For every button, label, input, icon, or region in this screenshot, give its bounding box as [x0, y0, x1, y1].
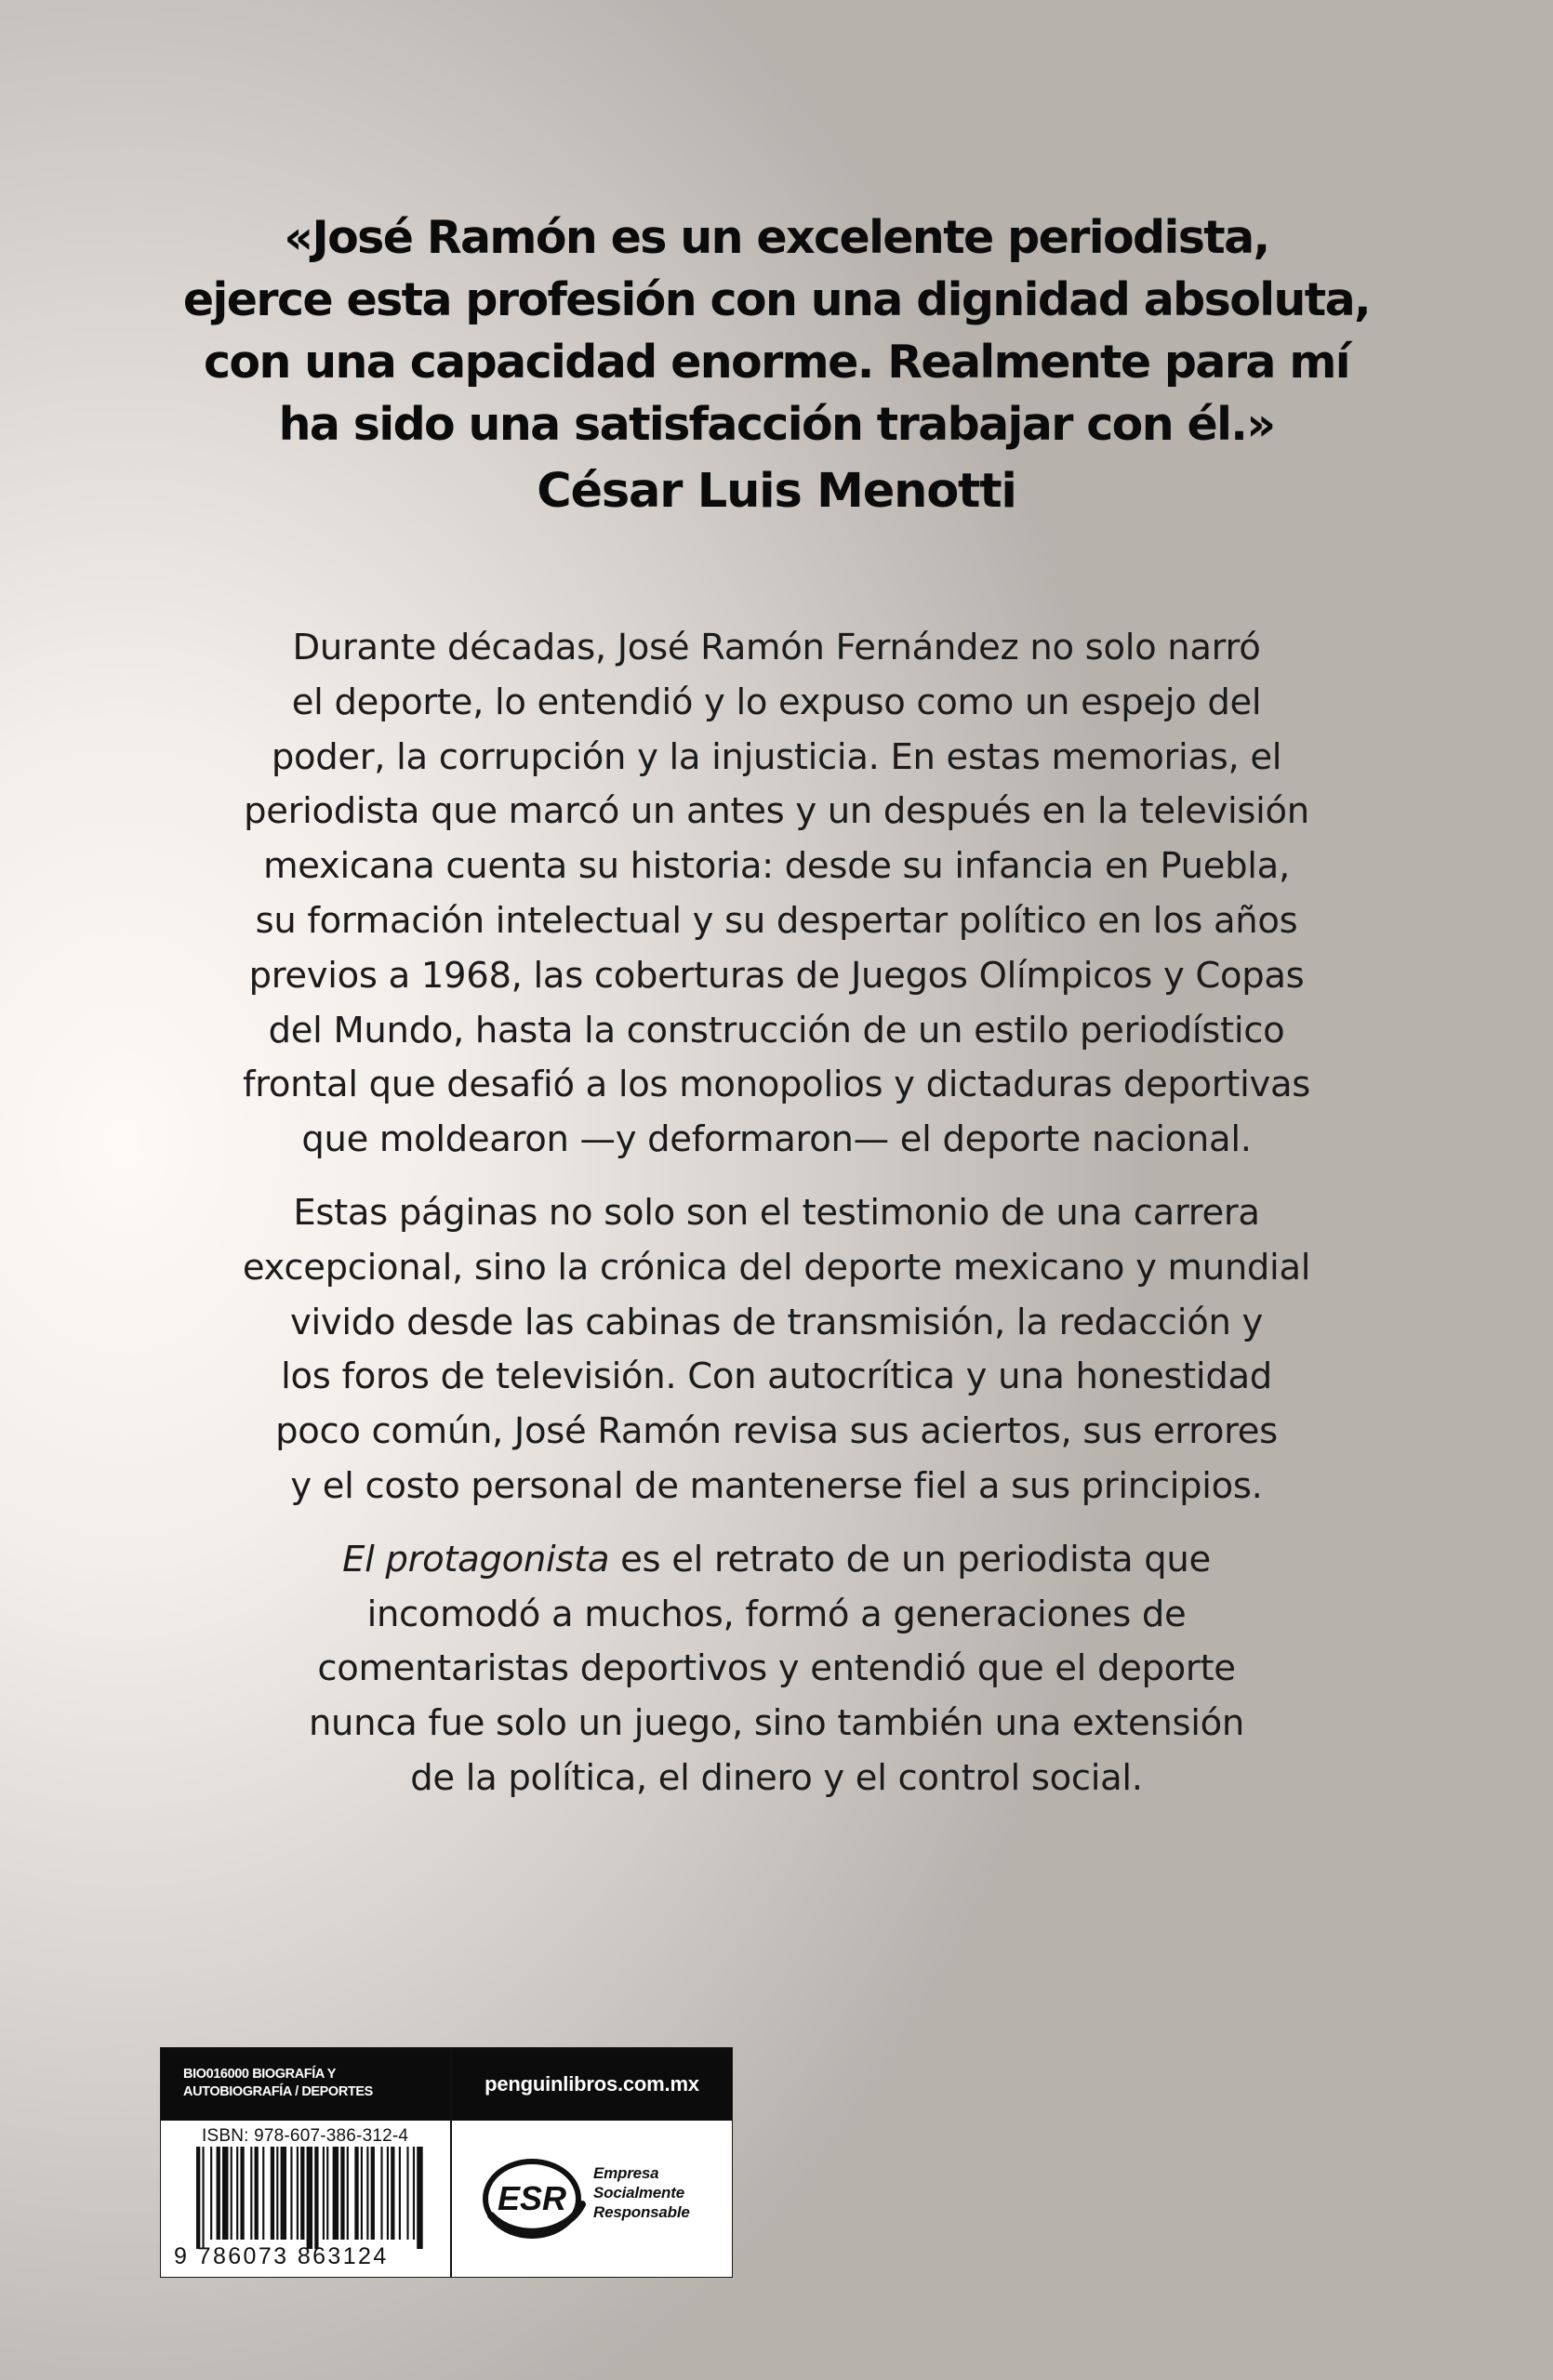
- barcode-bar: [371, 2147, 375, 2240]
- text-line: los foros de televisión. Con autocrítica y una honestidad: [281, 1355, 1272, 1398]
- esr-label: [593, 2163, 690, 2222]
- barcode-bar: [387, 2147, 389, 2240]
- text-line: incomodó a muchos, formó a generaciones de: [366, 1593, 1187, 1635]
- barcode-bar: [290, 2147, 292, 2240]
- text-line: y el costo personal de mantenerse fiel a sus principios.: [290, 1464, 1263, 1507]
- barcode-bar: [391, 2147, 394, 2240]
- text-line: Estas páginas no solo son el testimonio de una carrera: [293, 1191, 1260, 1234]
- barcode: [196, 2147, 427, 2249]
- text-line: excepcional, sino la crónica del deporte mexicano y mundial: [242, 1246, 1311, 1289]
- barcode-bar: [380, 2147, 382, 2240]
- barcode-bar: [333, 2147, 338, 2240]
- endorsement-quote: [149, 206, 1404, 524]
- barcode-bar: [281, 2147, 286, 2240]
- text-line: periodista que marcó un antes y un después en la televisión: [244, 790, 1309, 833]
- barcode-bar: [222, 2147, 228, 2240]
- text-line: [139, 1533, 1414, 1588]
- barcode-bar: [307, 2147, 312, 2249]
- barcode-bar: [271, 2147, 274, 2240]
- barcode-bar: [202, 2147, 204, 2249]
- quote-line: con una capacidad enorme. Realmente para mí: [203, 336, 1350, 389]
- barcode-bar: [347, 2147, 349, 2240]
- text-line: el deporte, lo entendió y lo expuso como un espejo del: [291, 681, 1262, 723]
- barcode-bar: [323, 2147, 325, 2240]
- barcode-digits: 9 786073 863124: [174, 2243, 389, 2269]
- text-line: comentaristas deportivos y entendió que el deporte: [317, 1647, 1236, 1690]
- esr-line: Empresa: [593, 2164, 659, 2182]
- barcode-bar: [300, 2147, 304, 2240]
- esr-line: Socialmente: [593, 2184, 684, 2202]
- text-line: poco común, José Ramón revisa sus aciertos, sus errores: [275, 1410, 1278, 1453]
- esr-logo-text: ESR: [497, 2179, 567, 2217]
- text-line: poder, la corrupción y la injusticia. En estas memorias, el: [271, 735, 1282, 778]
- barcode-bar: [236, 2147, 238, 2240]
- text-line: que moldearon —y deformaron— el deporte nacional.: [301, 1118, 1252, 1161]
- barcode-bar: [217, 2147, 220, 2240]
- barcode-bar: [297, 2147, 299, 2240]
- barcode-bar: [399, 2147, 401, 2240]
- barcode-bar: [326, 2147, 328, 2240]
- barcode-bar: [250, 2147, 252, 2240]
- text-line: nunca fue solo un juego, sino también una extensión: [308, 1702, 1245, 1745]
- publisher-panel: [452, 2048, 732, 2277]
- quote-line: ha sido una satisfacción trabajar con él.»: [278, 398, 1275, 451]
- isbn-label: ISBN: 978-607-386-312-4: [202, 2126, 409, 2146]
- barcode-bar: [196, 2147, 200, 2249]
- esr-line: Responsable: [593, 2203, 690, 2221]
- bisac-category: BIO016000 BIOGRAFÍA Y AUTOBIOGRAFÍA / DEPORTES: [161, 2048, 450, 2121]
- barcode-bar: [340, 2147, 344, 2240]
- barcode-bar: [413, 2147, 415, 2240]
- text-line: frontal que desafió a los monopolios y dictaduras deportivas: [242, 1064, 1311, 1106]
- quote-line: «José Ramón es un excelente periodista,: [284, 211, 1269, 264]
- barcode-bar: [210, 2147, 212, 2240]
- synopsis-paragraph-3: [139, 1533, 1414, 1806]
- text-fragment: es el retrato de un periodista que: [609, 1538, 1211, 1580]
- barcode-bar: [255, 2147, 259, 2240]
- text-line: de la política, el dinero y el control social.: [410, 1756, 1143, 1799]
- book-title: El protagonista: [342, 1538, 610, 1580]
- barcode-bar: [231, 2147, 232, 2240]
- quote-text: [149, 206, 1404, 456]
- text-line: previos a 1968, las coberturas de Juegos Olímpicos y Copas: [248, 954, 1305, 997]
- text-line: Durante décadas, José Ramón Fernández no solo narró: [292, 627, 1261, 668]
- synopsis-paragraph-2: [139, 1186, 1414, 1514]
- synopsis: [139, 621, 1414, 1825]
- text-line: del Mundo, hasta la construcción de un estilo periodístico: [268, 1009, 1285, 1051]
- barcode-bar: [366, 2147, 368, 2240]
- text-line: su formación intelectual y su despertar político en los años: [255, 899, 1298, 942]
- text-line: mexicana cuenta su historia: desde su infancia en Puebla,: [263, 845, 1290, 888]
- quote-author: César Luis Menotti: [537, 464, 1016, 519]
- barcode-bar: [240, 2147, 244, 2240]
- barcode-bar: [406, 2147, 408, 2240]
- barcode-bar: [276, 2147, 278, 2240]
- isbn-panel: [161, 2048, 452, 2277]
- barcode-bar: [417, 2147, 422, 2249]
- barcode-info-box: [160, 2047, 733, 2278]
- quote-line: ejerce esta profesión con una dignidad absoluta,: [182, 273, 1371, 326]
- esr-logo-icon: [478, 2150, 594, 2243]
- barcode-bar: [262, 2147, 264, 2240]
- barcode-bar: [361, 2147, 363, 2240]
- text-line: vivido desde las cabinas de transmisión, la redacción y: [290, 1301, 1263, 1343]
- barcode-bar: [314, 2147, 318, 2249]
- publisher-website: penguinlibros.com.mx: [452, 2048, 732, 2121]
- barcode-bar: [354, 2147, 358, 2240]
- synopsis-paragraph-1: [139, 621, 1414, 1168]
